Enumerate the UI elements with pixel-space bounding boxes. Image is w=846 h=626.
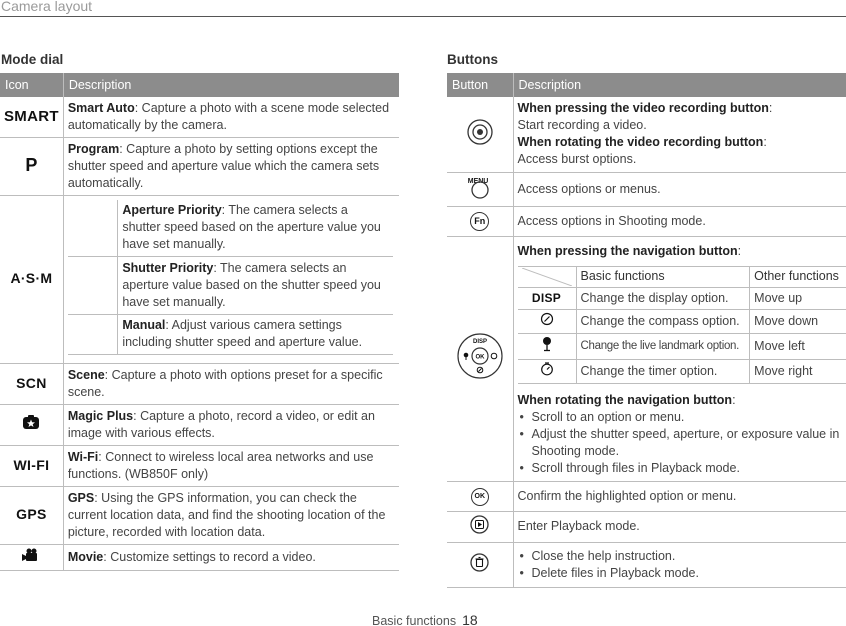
- fn-button-icon: Fn: [470, 212, 489, 231]
- table-row: [0, 486, 399, 544]
- landmark-icon: [541, 336, 553, 352]
- list-item: Aperture Priority: The camera selects a shutter speed based on the aperture value you have set manually.: [68, 200, 393, 256]
- section-title: Camera layout: [1, 0, 93, 14]
- ok-desc: Confirm the highlighted option or menu.: [513, 481, 846, 511]
- ok-button-icon: OK: [471, 488, 489, 506]
- navigation-dial-icon: [455, 331, 505, 381]
- table-row: [0, 445, 399, 486]
- list-item: • Scroll through files in Playback mode.: [518, 460, 846, 477]
- scene-desc: Scene: Capture a photo with options preset for a specific scene.: [63, 363, 399, 404]
- camera-star-icon: [22, 414, 40, 430]
- page-footer: [372, 612, 478, 626]
- help-delete-desc: [513, 542, 846, 587]
- table-row: [447, 206, 846, 236]
- navigation-desc: When pressing the navigation button: Basic functions Other functions DISP Change the display option. Move up Change the compass option. Move down Change the live landmark option. Move left Change the timer option. Move right When rotating the navigation button: • Scroll to an option or menu. • Adjust the shutter speed, aperture, or exposure value in Shooting mode. • Scroll through files in Playback mode.: [513, 236, 846, 481]
- help-delete-button-icon: [470, 553, 489, 572]
- table-row: [0, 363, 399, 404]
- table-row: [0, 97, 399, 138]
- footer-label: Basic functions: [372, 614, 457, 626]
- svg-text:OK: OK: [475, 354, 485, 361]
- program-icon: P: [0, 138, 63, 196]
- buttons-table: [447, 73, 846, 588]
- gps-desc: GPS: Using the GPS information, you can check the current location data, and find the shooting location of the picture, recorded with location data.: [63, 486, 399, 544]
- table-row: DISP Change the display option. Move up: [518, 287, 846, 309]
- buttons-header-row: [447, 73, 846, 97]
- table-row: Change the compass option. Move down: [518, 309, 846, 333]
- buttons-title: Buttons: [447, 52, 498, 67]
- asm-sub-table: [68, 200, 393, 355]
- playback-button-icon: [470, 515, 489, 534]
- table-row: [447, 481, 846, 511]
- mode-dial-table: [0, 73, 399, 571]
- table-row: [447, 511, 846, 542]
- menu-button-icon: MENU: [470, 176, 490, 198]
- disp-icon: DISP: [518, 287, 577, 309]
- table-row: [0, 196, 399, 364]
- menu-desc: Access options or menus.: [513, 172, 846, 206]
- col-desc-header: Description: [63, 73, 399, 97]
- list-item: • Scroll to an option or menu.: [518, 409, 846, 426]
- diagonal-corner: [522, 268, 572, 286]
- compass-icon: [540, 312, 554, 326]
- wifi-icon: WI-FI: [0, 445, 63, 486]
- col-basic-header: Basic functions: [576, 266, 750, 287]
- svg-text:DISP: DISP: [472, 339, 487, 345]
- section-header: [0, 0, 846, 17]
- table-row: [0, 138, 399, 196]
- shutter-priority-icon: [68, 256, 118, 314]
- smart-auto-icon: SMART: [0, 97, 63, 138]
- list-item: • Adjust the shutter speed, aperture, or exposure value in Shooting mode.: [518, 426, 846, 460]
- col-desc-header: Description: [513, 73, 846, 97]
- magic-plus-desc: Magic Plus: Capture a photo, record a video, or edit an image with various effects.: [63, 404, 399, 445]
- movie-camera-icon: [21, 548, 41, 562]
- wifi-desc: Wi-Fi: Connect to wireless local area networks and use functions. (WB850F only): [63, 445, 399, 486]
- scene-icon: SCN: [0, 363, 63, 404]
- table-row: Change the timer option. Move right: [518, 359, 846, 383]
- col-button-header: Button: [447, 73, 513, 97]
- table-row: [0, 544, 399, 570]
- fn-desc: Access options in Shooting mode.: [513, 206, 846, 236]
- timer-icon: [540, 362, 554, 376]
- table-row: [447, 172, 846, 206]
- table-row: Change the live landmark option. Move left: [518, 333, 846, 359]
- col-icon-header: Icon: [0, 73, 63, 97]
- gps-icon: GPS: [0, 486, 63, 544]
- table-row: [0, 404, 399, 445]
- table-row: [447, 236, 846, 481]
- video-record-button-icon: [466, 118, 494, 146]
- manual-icon: [68, 314, 118, 354]
- asm-icon: A·S·M: [0, 196, 63, 364]
- table-row: [447, 97, 846, 172]
- movie-desc: Movie: Customize settings to record a video.: [63, 544, 399, 570]
- page-number: 18: [462, 612, 478, 626]
- table-row: [447, 542, 846, 587]
- list-item: Manual: Adjust various camera settings including shutter speed and aperture value.: [68, 314, 393, 354]
- mode-dial-header-row: [0, 73, 399, 97]
- navigation-sub-table: [518, 266, 846, 384]
- rotate-nav-list: [518, 409, 846, 477]
- program-desc: Program: Capture a photo by setting options except the shutter speed and aperture value which the camera sets automatically.: [63, 138, 399, 196]
- smart-auto-desc: Smart Auto: Capture a photo with a scene mode selected automatically by the camera.: [63, 97, 399, 138]
- playback-desc: Enter Playback mode.: [513, 511, 846, 542]
- mode-dial-title: Mode dial: [1, 52, 64, 67]
- list-item: Shutter Priority: The camera selects an aperture value based on the shutter speed you have set manually.: [68, 256, 393, 314]
- asm-desc: [63, 196, 399, 364]
- list-item: • Close the help instruction.: [518, 548, 843, 565]
- video-record-desc: When pressing the video recording button: Start recording a video. When rotating the video recording button: Access burst options.: [513, 97, 846, 172]
- col-other-header: Other functions: [750, 266, 846, 287]
- list-item: • Delete files in Playback mode.: [518, 565, 843, 582]
- aperture-priority-icon: [68, 200, 118, 256]
